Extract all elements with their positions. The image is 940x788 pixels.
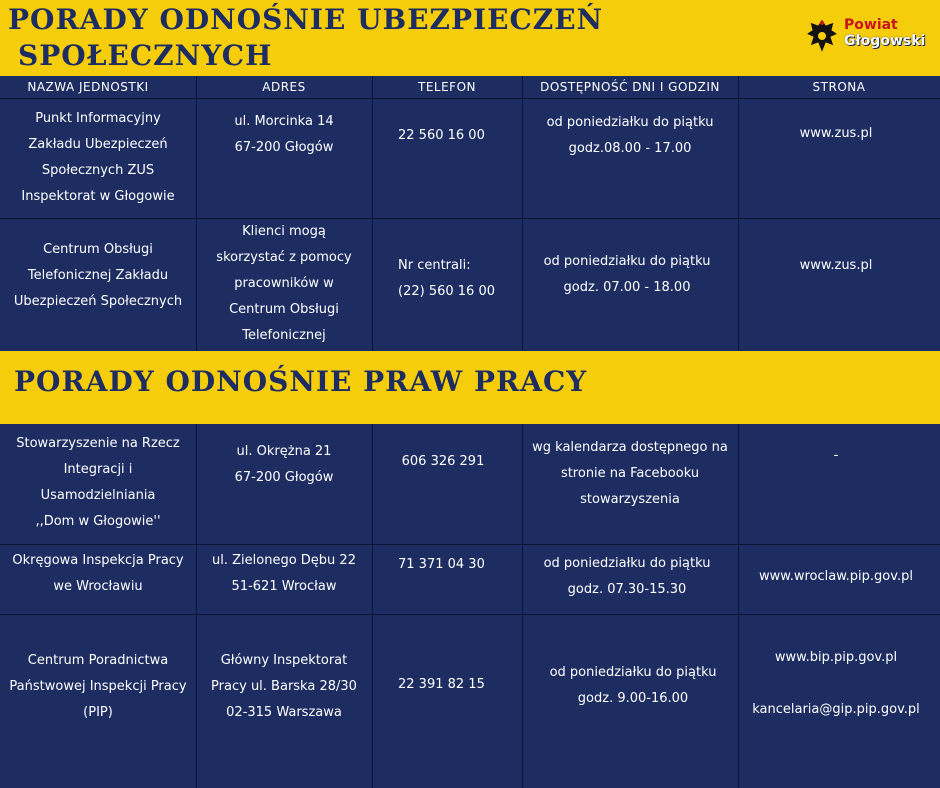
table-row-phone: 22 391 82 15 <box>398 677 485 692</box>
table-row-name: Stowarzyszenie na Rzecz Integracji i Usamodzielniania ,,Dom w Głogowie'' <box>16 436 180 529</box>
logo-text-line2: Głogowski <box>844 33 926 49</box>
column-divider <box>372 424 373 788</box>
table-row-name: Punkt Informacyjny Zakładu Ubezpieczeń Społecznych ZUS Inspektorat w Głogowie <box>21 111 175 204</box>
table-row-phone: 71 371 04 30 <box>398 557 485 572</box>
header-address: ADRES <box>262 80 306 94</box>
table-row-address: Główny Inspektorat Pracy ul. Barska 28/30 02-315 Warszawa <box>211 653 357 720</box>
table-row-name: Centrum Obsługi Telefonicznej Zakładu Ubezpieczeń Społecznych <box>13 242 183 309</box>
header-phone: TELEFON <box>417 80 476 94</box>
logo-text-line1: Powiat <box>844 17 898 33</box>
table-row-website[interactable]: www.zus.pl <box>799 126 873 141</box>
email-link[interactable]: kancelaria@gip.pip.gov.pl <box>752 702 920 717</box>
row-divider <box>0 544 940 545</box>
table-row-address: ul. Morcinka 14 67-200 Głogów <box>234 114 334 155</box>
header-name: NAZWA JEDNOSTKI <box>27 80 149 94</box>
section-title-labor: PORADY ODNOŚNIE PRAW PRACY <box>14 365 588 398</box>
table-row-website[interactable]: www.wroclaw.pip.gov.pl <box>759 569 913 584</box>
section-title-insurance-line1: PORADY ODNOŚNIE UBEZPIECZEŃ <box>8 3 604 36</box>
table-row-address: ul. Okrężna 21 67-200 Głogów <box>234 444 334 485</box>
row-divider <box>0 614 940 615</box>
column-divider <box>738 76 739 351</box>
website-link[interactable]: www.bip.pip.gov.pl <box>774 650 898 665</box>
table-row-phone: 22 560 16 00 <box>398 128 485 143</box>
table-row-hours: od poniedziałku do piątku godz.08.00 - 17.00 <box>546 115 714 156</box>
table-row-address: ul. Zielonego Dębu 22 51-621 Wrocław <box>212 553 356 594</box>
table-row-phone: 606 326 291 <box>401 454 485 469</box>
table-row-phone: Nr centrali: (22) 560 16 00 <box>398 258 495 299</box>
table-row-website[interactable] <box>738 645 934 723</box>
table-row-name: Centrum Poradnictwa Państwowej Inspekcji Pracy (PIP) <box>9 653 187 720</box>
table-row-hours: od poniedziałku do piątku godz. 07.30-15.30 <box>543 556 711 597</box>
table-row-website: - <box>833 448 839 463</box>
table-row-hours: od poniedziałku do piątku godz. 07.00 - 18.00 <box>543 254 711 295</box>
eagle-emblem-icon <box>804 16 840 56</box>
table-row-hours: wg kalendarza dostępnego na stronie na Facebooku stowarzyszenia <box>532 440 728 507</box>
column-divider <box>738 424 739 788</box>
table-row-hours: od poniedziałku do piątku godz. 9.00-16.00 <box>549 665 717 706</box>
column-divider <box>372 76 373 351</box>
row-divider <box>0 98 940 99</box>
row-divider <box>0 218 940 219</box>
table-row-address: Klienci mogą skorzystać z pomocy pracowników w Centrum Obsługi Telefonicznej <box>216 224 352 343</box>
table-row-name: Okręgowa Inspekcja Pracy we Wrocławiu <box>12 553 184 594</box>
spacer <box>738 671 934 697</box>
powiat-logo <box>804 16 932 60</box>
table-row-website[interactable]: www.zus.pl <box>799 258 873 273</box>
section-title-insurance-line2: SPOŁECZNYCH <box>18 39 273 72</box>
header-hours: DOSTĘPNOŚĆ DNI I GODZIN <box>540 80 720 94</box>
header-website: STRONA <box>812 80 866 94</box>
